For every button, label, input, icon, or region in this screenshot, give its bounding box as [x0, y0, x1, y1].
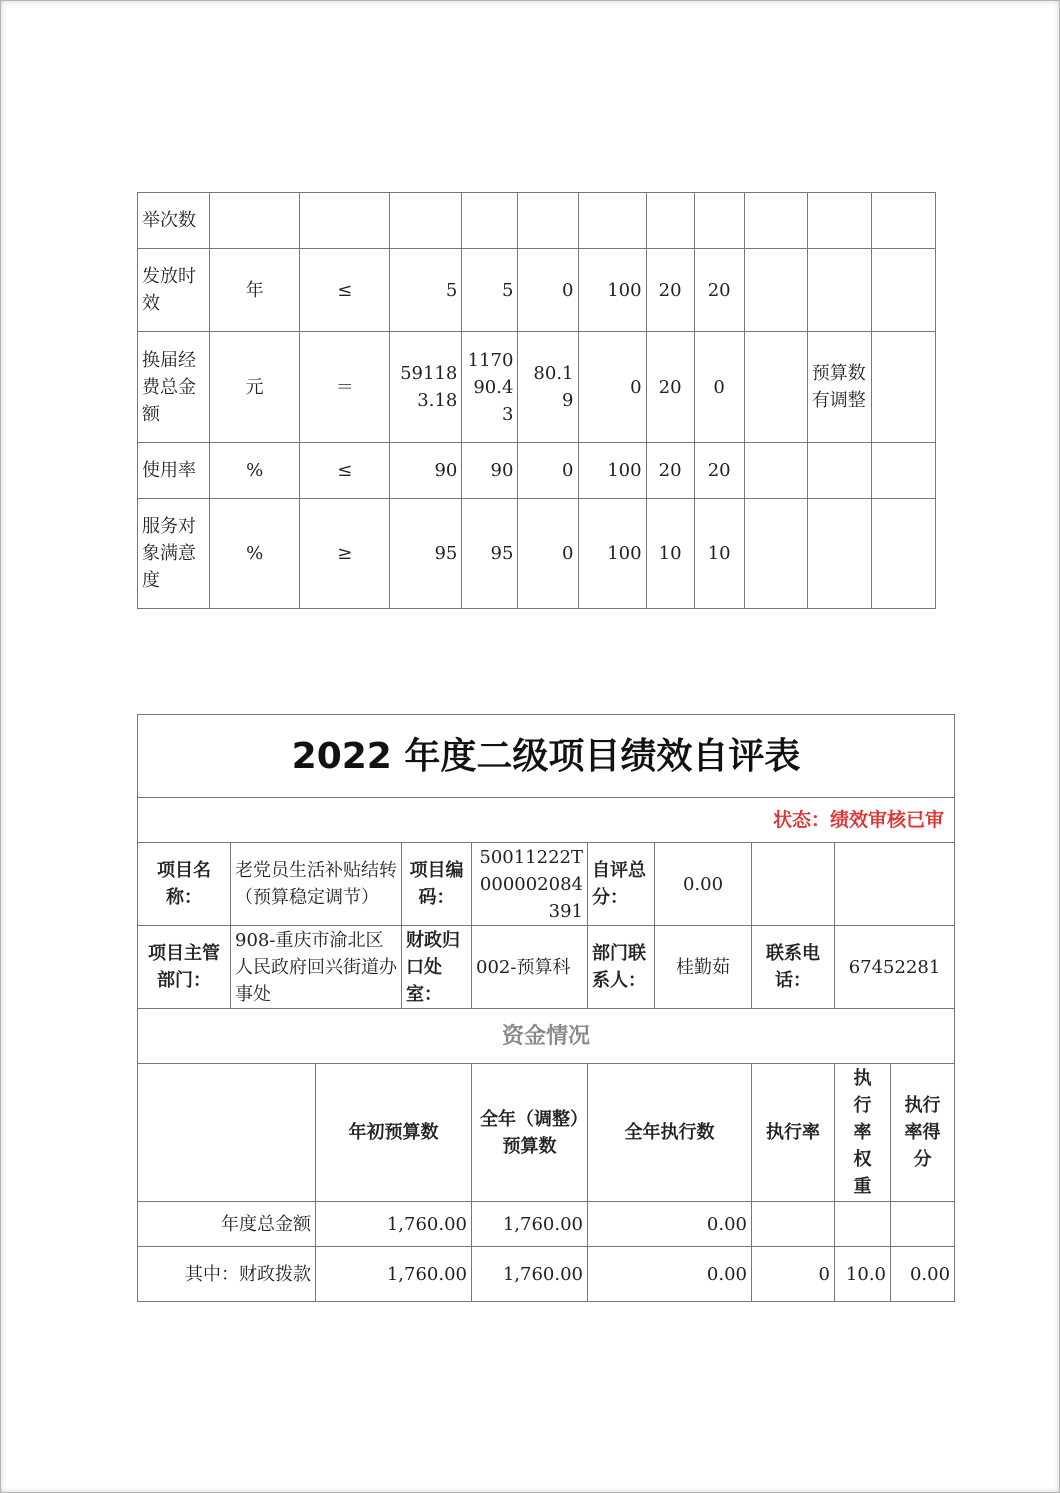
- phone-label: 联系电话：: [752, 926, 835, 1009]
- header-rate: 执行率: [752, 1064, 835, 1202]
- funds-score: [891, 1202, 955, 1247]
- table-row: [138, 1202, 955, 1247]
- metric-name: 举次数: [138, 193, 210, 249]
- metric-cell: [871, 332, 935, 443]
- metric-cell: [807, 499, 871, 609]
- metric-target: 90: [390, 443, 462, 499]
- funds-adjusted: 1,760.00: [472, 1247, 588, 1302]
- metric-cell: 0: [518, 249, 578, 332]
- metric-target: 5: [390, 249, 462, 332]
- project-code-value: 50011222T000002084391: [472, 843, 588, 926]
- metric-cell: 10: [694, 499, 744, 609]
- table-row: [138, 1247, 955, 1302]
- table-row: [138, 843, 955, 926]
- metric-cell: [744, 443, 807, 499]
- project-name-label: 项目名称：: [138, 843, 231, 926]
- status-text: 状态：绩效审核已审: [138, 798, 955, 843]
- metric-cell: 100: [578, 249, 646, 332]
- header-adjusted-budget: 全年（调整）预算数: [472, 1064, 588, 1202]
- funds-executed: 0.00: [588, 1247, 752, 1302]
- metric-cell: [646, 193, 694, 249]
- metric-operator: [300, 193, 390, 249]
- empty-cell: [835, 843, 955, 926]
- header-score: 执行率得分: [891, 1064, 955, 1202]
- metric-cell: [871, 193, 935, 249]
- finance-office-value: 002-预算科: [472, 926, 588, 1009]
- metric-cell: [744, 193, 807, 249]
- table-row: [138, 443, 936, 499]
- metric-cell: [807, 249, 871, 332]
- self-score-label: 自评总分：: [588, 843, 655, 926]
- metric-cell: [744, 332, 807, 443]
- metric-cell: [807, 193, 871, 249]
- title-row: [138, 715, 955, 798]
- metric-cell: 80.19: [518, 332, 578, 443]
- metric-cell: 0: [578, 332, 646, 443]
- funds-rate: 0: [752, 1247, 835, 1302]
- metric-unit: 年: [210, 249, 300, 332]
- metric-cell: 0: [518, 499, 578, 609]
- section-row: [138, 1009, 955, 1064]
- metric-cell: 20: [646, 332, 694, 443]
- metric-cell: 100: [578, 499, 646, 609]
- metric-actual: 95: [462, 499, 518, 609]
- funds-header-row: [138, 1064, 955, 1202]
- metric-unit: %: [210, 499, 300, 609]
- metric-cell: [807, 443, 871, 499]
- table-row: [138, 926, 955, 1009]
- metric-name: 使用率: [138, 443, 210, 499]
- table-row: [138, 332, 936, 443]
- metric-cell: [871, 499, 935, 609]
- metric-actual: 117090.43: [462, 332, 518, 443]
- metric-unit: %: [210, 443, 300, 499]
- metric-unit: 元: [210, 332, 300, 443]
- metric-cell: [871, 249, 935, 332]
- metric-operator: ＝: [300, 332, 390, 443]
- metric-unit: [210, 193, 300, 249]
- metric-name: 发放时效: [138, 249, 210, 332]
- metric-operator: ≤: [300, 249, 390, 332]
- metric-name: 换届经费总金额: [138, 332, 210, 443]
- metric-cell: [518, 193, 578, 249]
- form-title: 2022 年度二级项目绩效自评表: [138, 715, 955, 798]
- self-score-value: 0.00: [655, 843, 752, 926]
- metric-actual: 5: [462, 249, 518, 332]
- metric-remark: 预算数有调整: [807, 332, 871, 443]
- empty-cell: [138, 1064, 316, 1202]
- metric-name: 服务对象满意度: [138, 499, 210, 609]
- funds-rate: [752, 1202, 835, 1247]
- metric-cell: 100: [578, 443, 646, 499]
- metric-cell: [744, 249, 807, 332]
- metric-cell: [578, 193, 646, 249]
- metric-cell: 0: [694, 332, 744, 443]
- table-row: [138, 499, 936, 609]
- metric-cell: 20: [694, 249, 744, 332]
- metric-cell: 0: [518, 443, 578, 499]
- funds-row-label: 其中：财政拨款: [138, 1247, 316, 1302]
- phone-value: 67452281: [835, 926, 955, 1009]
- funds-row-label: 年度总金额: [138, 1202, 316, 1247]
- funds-adjusted: 1,760.00: [472, 1202, 588, 1247]
- metric-cell: 10: [646, 499, 694, 609]
- metric-operator: ≤: [300, 443, 390, 499]
- metric-actual: [462, 193, 518, 249]
- contact-label: 部门联系人：: [588, 926, 655, 1009]
- contact-value: 桂勤茹: [655, 926, 752, 1009]
- metric-operator: ≥: [300, 499, 390, 609]
- metric-target: 591183.18: [390, 332, 462, 443]
- dept-value: 908-重庆市渝北区人民政府回兴街道办事处: [231, 926, 402, 1009]
- metric-target: [390, 193, 462, 249]
- performance-metrics-table: [137, 192, 936, 609]
- metric-cell: [871, 443, 935, 499]
- self-evaluation-form: [137, 714, 955, 1302]
- dept-label: 项目主管部门：: [138, 926, 231, 1009]
- funds-initial: 1,760.00: [316, 1247, 472, 1302]
- funds-section-title: 资金情况: [138, 1009, 955, 1064]
- funds-weight: [835, 1202, 891, 1247]
- project-name-value: 老党员生活补贴结转（预算稳定调节）: [231, 843, 402, 926]
- header-weight: 执行率权重: [835, 1064, 891, 1202]
- table-row: [138, 193, 936, 249]
- empty-cell: [752, 843, 835, 926]
- metric-cell: 20: [646, 443, 694, 499]
- header-initial-budget: 年初预算数: [316, 1064, 472, 1202]
- finance-office-label: 财政归口处室：: [402, 926, 472, 1009]
- funds-score: 0.00: [891, 1247, 955, 1302]
- funds-initial: 1,760.00: [316, 1202, 472, 1247]
- metric-actual: 90: [462, 443, 518, 499]
- header-executed: 全年执行数: [588, 1064, 752, 1202]
- status-row: [138, 798, 955, 843]
- metric-cell: [694, 193, 744, 249]
- metric-target: 95: [390, 499, 462, 609]
- metric-cell: 20: [646, 249, 694, 332]
- table-row: [138, 249, 936, 332]
- funds-executed: 0.00: [588, 1202, 752, 1247]
- project-code-label: 项目编码：: [402, 843, 472, 926]
- metric-cell: 20: [694, 443, 744, 499]
- funds-weight: 10.0: [835, 1247, 891, 1302]
- metric-cell: [744, 499, 807, 609]
